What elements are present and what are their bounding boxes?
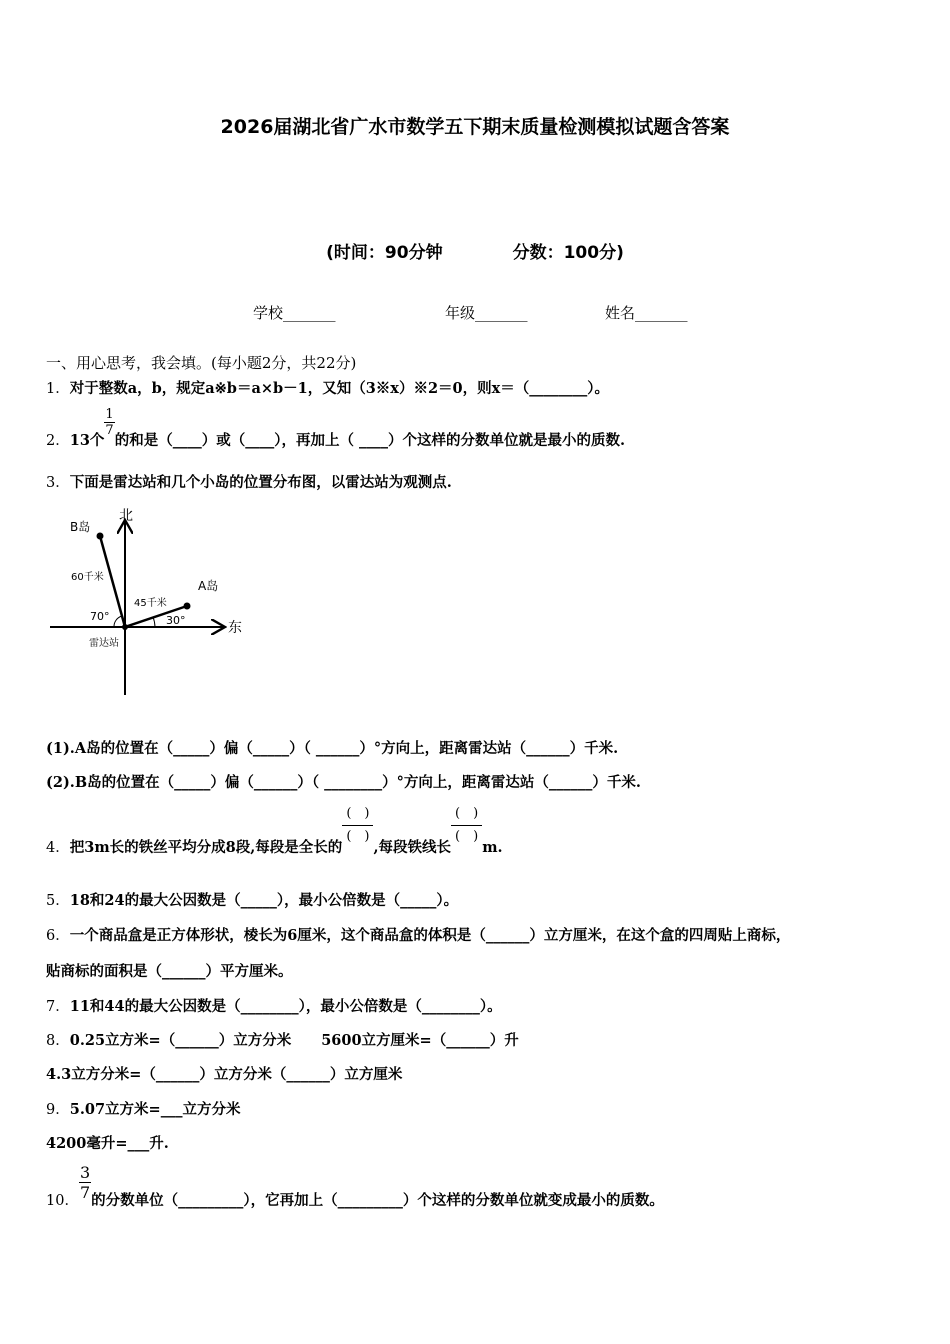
question-1 bbox=[46, 377, 609, 398]
a-island-point bbox=[184, 603, 191, 610]
angle-a-label: 30° bbox=[166, 614, 186, 627]
question-number: 4． bbox=[46, 839, 70, 856]
question-text: 把3m长的铁丝平均分成8段,每段是全长的 bbox=[69, 838, 343, 856]
blank-fraction: ( ) ( ) bbox=[342, 803, 373, 848]
question-text: 一个商品盒是正方体形状，棱长为6厘米，这个商品盒的体积是（______）立方厘米，在这个盒的四周贴上商标， bbox=[69, 927, 791, 944]
question-10 bbox=[46, 1163, 664, 1209]
question-number: 3． bbox=[46, 475, 70, 491]
question-text: 0.25立方米=（______）立方分米 bbox=[69, 1032, 292, 1049]
question-8-line-2: 4.3立方分米=（______）立方分米（______）立方厘米 bbox=[46, 1066, 403, 1083]
question-text: ,每段铁线长 bbox=[373, 838, 452, 856]
page-title: 2026届湖北省广水市数学五下期末质量检测模拟试题含答案 bbox=[220, 116, 730, 138]
question-7 bbox=[46, 995, 502, 1016]
question-text: m. bbox=[482, 838, 503, 856]
question-text: 的分数单位（_________），它再加上（_________）个这样的分数单位就变成最小的质数。 bbox=[91, 1191, 664, 1209]
question-2 bbox=[46, 407, 626, 449]
fraction: $\frac{1}{7}$ bbox=[105, 407, 114, 438]
radar-station-point bbox=[122, 624, 128, 630]
b-island-label: B岛 bbox=[70, 520, 91, 534]
school-field: 学校_______ bbox=[253, 304, 336, 322]
question-number: 2． bbox=[46, 432, 70, 449]
question-6 bbox=[46, 924, 790, 945]
question-text: 18和24的最大公因数是（_____），最小公倍数是（_____）。 bbox=[69, 892, 459, 909]
question-text: 5600立方厘米=（______）升 bbox=[321, 1032, 519, 1049]
question-text: 11和44的最大公因数是（________），最小公倍数是（________）。 bbox=[69, 998, 502, 1015]
question-9-line-2: 4200毫升=___升. bbox=[46, 1135, 169, 1152]
radar-station-label: 雷达站 bbox=[89, 638, 119, 649]
question-4 bbox=[46, 803, 503, 856]
question-3 bbox=[46, 471, 452, 492]
question-3-part-2: (2).B岛的位置在（_____）偏（______）（ ________）°方向上，距离雷达站（______）千米. bbox=[46, 774, 641, 791]
question-6-line-2: 贴商标的面积是（______）平方厘米。 bbox=[46, 963, 293, 980]
exam-time: (时间：90分钟 bbox=[326, 243, 443, 263]
exam-score: 分数：100分) bbox=[512, 243, 624, 263]
north-label: 北 bbox=[119, 508, 133, 524]
question-number: 6． bbox=[46, 928, 70, 944]
section-heading: 一、用心思考，我会填。(每小题2分，共22分) bbox=[46, 354, 357, 372]
a-island-label: A岛 bbox=[198, 579, 219, 593]
question-5 bbox=[46, 889, 458, 910]
radar-position-diagram bbox=[45, 500, 255, 700]
question-text: 13个 bbox=[69, 431, 105, 449]
question-number: 8． bbox=[46, 1033, 70, 1049]
question-9 bbox=[46, 1098, 240, 1119]
b-distance-label: 60千米 bbox=[71, 572, 104, 583]
question-number: 9． bbox=[46, 1102, 70, 1118]
question-text: 的和是（____）或（____），再加上（ ____）个这样的分数单位就是最小的质数. bbox=[114, 431, 626, 449]
question-3-part-1: (1).A岛的位置在（_____）偏（_____）（ ______）°方向上，距离雷达站（______）千米. bbox=[46, 740, 619, 757]
question-number: 7． bbox=[46, 999, 70, 1015]
question-text: 对于整数a，b，规定a※b＝a×b－1，又知（3※x）※2＝0，则x＝（________）。 bbox=[69, 380, 610, 397]
fraction: $\frac{3}{7}$ bbox=[79, 1163, 91, 1202]
angle-arc-b bbox=[114, 616, 122, 627]
question-text: 5.07立方米=___立方分米 bbox=[69, 1101, 241, 1118]
question-number: 1． bbox=[46, 381, 70, 397]
grade-field: 年级_______ bbox=[445, 304, 528, 322]
name-field: 姓名_______ bbox=[605, 304, 688, 322]
question-8 bbox=[46, 1029, 519, 1050]
question-number: 5． bbox=[46, 893, 70, 909]
a-distance-label: 45千米 bbox=[134, 598, 167, 609]
angle-b-label: 70° bbox=[90, 610, 110, 623]
blank-fraction: ( ) ( ) bbox=[451, 803, 482, 848]
east-label: 东 bbox=[228, 620, 242, 636]
b-island-point bbox=[97, 533, 104, 540]
angle-arc-a bbox=[153, 617, 155, 627]
question-number: 10． bbox=[46, 1192, 79, 1209]
exam-meta bbox=[0, 238, 950, 263]
question-text: 下面是雷达站和几个小岛的位置分布图，以雷达站为观测点. bbox=[69, 474, 452, 491]
